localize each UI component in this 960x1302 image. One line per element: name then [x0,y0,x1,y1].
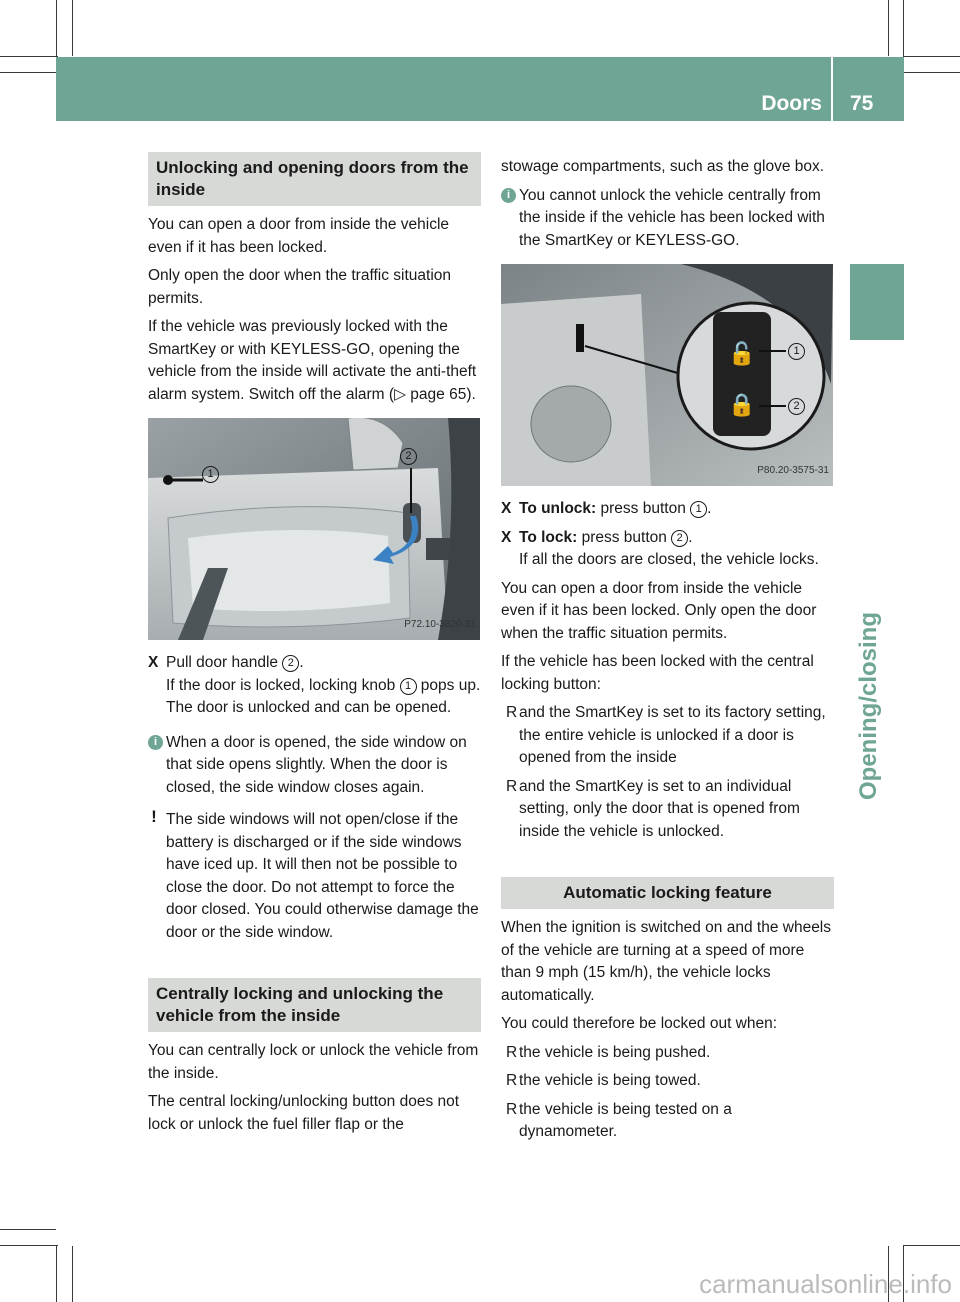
info-icon: i [501,188,516,203]
step-text: . [299,654,304,671]
step-text: . [688,528,693,546]
step-text: If all the doors are closed, the vehicle locks. [519,551,819,568]
step-lock [501,527,834,572]
bullet: R [506,777,518,795]
list-item [501,702,834,770]
watermark: carmanualsonline.info [699,1269,952,1299]
bullet: R [506,704,518,721]
figure-code: P72.10-3820-31 [404,618,476,630]
list-item-text: and the SmartKey is set to its factory setting, the entire vehicle is unlocked if a door is opened from the inside [519,704,826,766]
svg-text:🔓: 🔓 [728,342,756,367]
crop-mark [56,0,57,58]
list-item-text: the vehicle is being towed. [519,1072,701,1089]
door-handle-figure [148,418,480,640]
paragraph: stowage compartments, such as the glove box. [501,158,825,175]
step-label: To unlock: [519,500,597,517]
step-unlock [501,498,834,521]
list-item [501,776,834,844]
step-text: Pull door handle [166,654,283,671]
chapter-tab [850,264,904,340]
paragraph: Only open the door when the traffic situation permits. [148,267,452,307]
paragraph: If the vehicle was previously locked with the SmartKey or with KEYLESS-GO, opening the vehicle from the inside will activate the anti-theft alarm system. Switch off the alarm (▷ page 65). [148,318,477,403]
crop-mark [0,72,56,73]
warning-note [148,809,481,944]
crop-mark [0,1229,56,1230]
step-text: press button [577,528,672,546]
note-text: You cannot unlock the vehicle centrally from the inside if the vehicle has been locked with the SmartKey or KEYLESS-GO. [519,186,825,249]
callout-1: 1 [202,466,219,483]
crop-mark [56,1245,57,1302]
crop-mark [903,56,960,57]
crop-mark [904,72,960,73]
ref-2: 2 [282,655,299,672]
info-note [148,732,481,800]
crop-mark [72,0,73,56]
figure-code: P80.20-3575-31 [757,464,829,476]
list-item-text: the vehicle is being tested on a dynamometer. [519,1100,732,1140]
warning-icon: ! [151,807,157,826]
paragraph: The central locking/unlocking button does not lock or unlock the fuel filler flap or the [148,1093,460,1133]
list-item [501,1042,834,1065]
bullet: R [506,1043,518,1061]
heading-unlocking-inside: Unlocking and opening doors from the inside [148,152,481,206]
heading-central-locking: Centrally locking and unlocking the vehicle from the inside [148,978,481,1032]
step-text: . [707,500,712,517]
callout-2: 2 [400,448,417,465]
right-column [501,156,834,1150]
list-item-text: the vehicle is being pushed. [519,1043,711,1061]
step-text: If the door is locked, locking knob [166,676,400,694]
step-text: pops up. The door is unlocked and can be opened. [166,676,481,716]
bullet: R [506,1072,518,1089]
paragraph: You can open a door from inside the vehicle even if it has been locked. Only open the door when the traffic situation permits. [501,579,817,642]
paragraph: If the vehicle has been locked with the central locking button: [501,653,814,693]
bullet: R [506,1100,518,1118]
svg-text:🔒: 🔒 [728,393,756,418]
list-item-text: and the SmartKey is set to an individual setting, only the door that is opened from inside the vehicle is unlocked. [519,777,800,840]
step-pull-handle [148,652,481,720]
note-text: The side windows will not open/close if the battery is discharged or if the side windows have iced up. It will then not be possible to close the door. Do not attempt to force the door closed. You could otherwise damage the door or the side window. [166,811,479,941]
callout-2: 2 [788,398,805,415]
step-marker: X [501,500,512,517]
chapter-label-text: Opening/closing [855,611,882,800]
page-number: 75 [850,92,874,115]
paragraph: You can centrally lock or unlock the vehicle from the inside. [148,1042,479,1082]
callout-1: 1 [788,343,805,360]
list-item [501,1070,834,1093]
step-marker: X [501,528,512,546]
paragraph: When the ignition is switched on and the wheels of the vehicle are turning at a speed of more than 9 mph (15 km/h), the vehicle locks automatically. [501,919,832,1004]
crop-mark [0,56,58,57]
crop-mark [903,1245,960,1246]
crop-mark [903,0,904,58]
central-locking-illustration [501,264,833,486]
crop-mark [72,1246,73,1302]
crop-mark [888,0,889,56]
step-text: press button [596,500,691,517]
paragraph: You can open a door from inside the vehicle even if it has been locked. [148,216,450,256]
door-interior-illustration [148,418,480,640]
ref-1: 1 [690,501,707,518]
note-text: When a door is opened, the side window on that side opens slightly. When the door is closed, the side window closes again. [166,733,467,796]
ref-2: 2 [671,530,688,547]
crop-mark [0,1245,58,1246]
chapter-label [855,560,895,800]
header-divider [831,57,833,121]
info-note [501,185,834,253]
list-item [501,1099,834,1144]
heading-automatic-locking: Automatic locking feature [501,877,834,909]
step-label: To lock: [519,528,578,546]
paragraph: You could therefore be locked out when: [501,1015,778,1032]
lock-button-figure [501,264,833,486]
left-column [148,152,481,1142]
step-marker: X [148,654,159,671]
ref-1: 1 [400,678,417,695]
section-title: Doors [761,92,822,115]
info-icon: i [148,735,163,750]
